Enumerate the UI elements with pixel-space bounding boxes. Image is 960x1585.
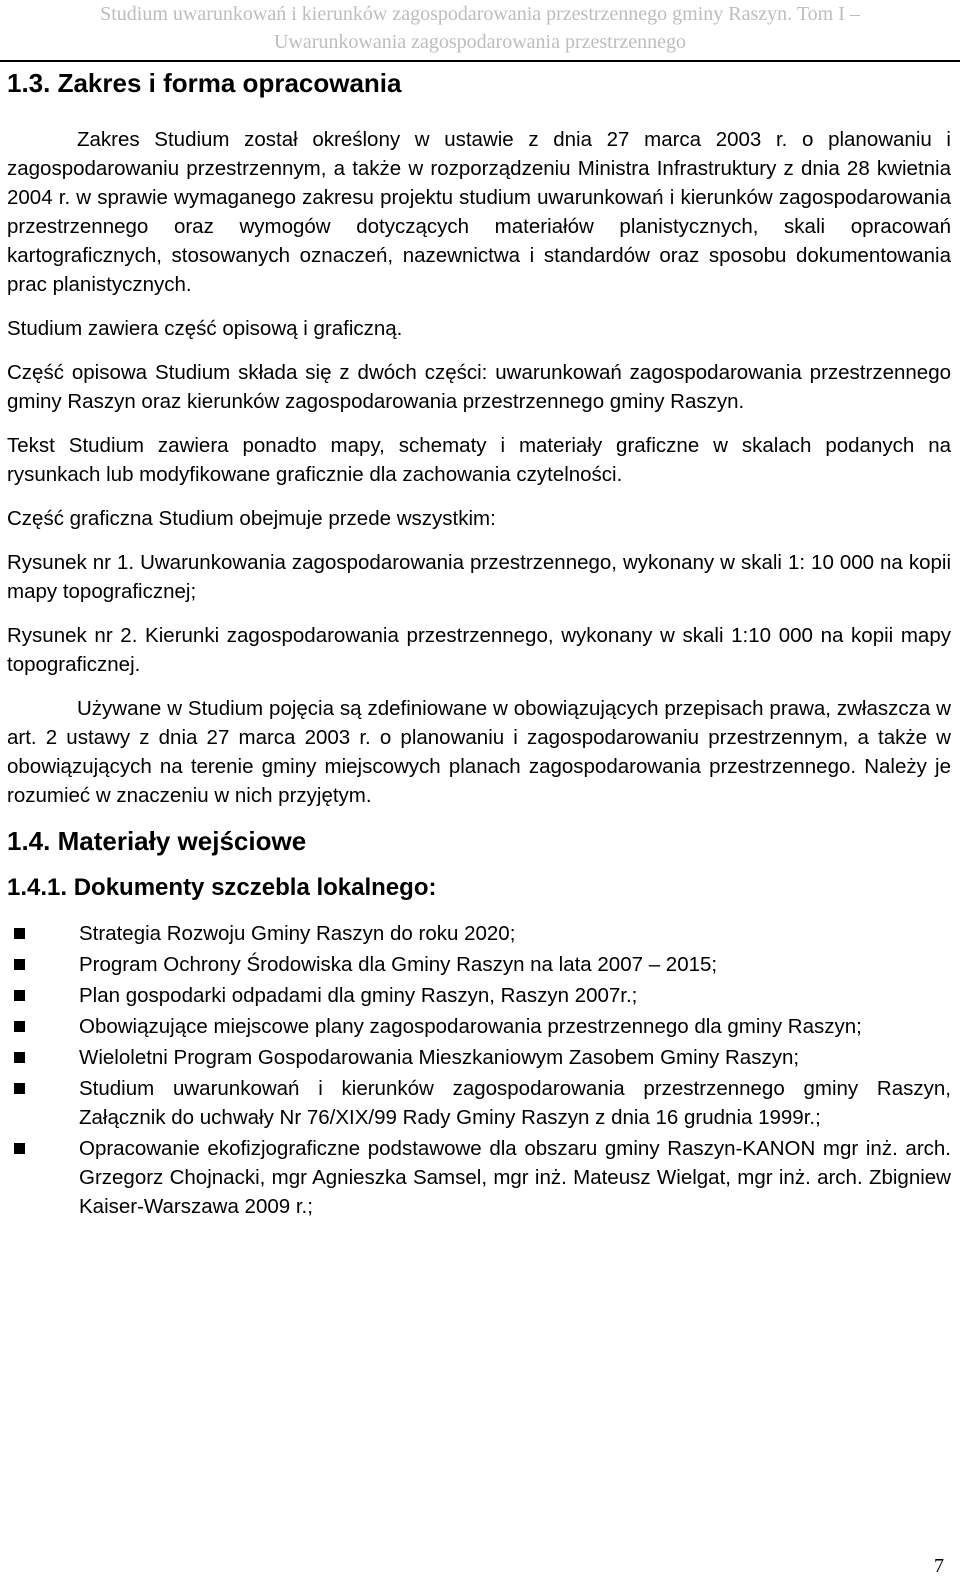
paragraph-drawing-1: Rysunek nr 1. Uwarunkowania zagospodarowania przestrzennego, wykonany w skali 1: 10 000 na kopii mapy topograficznej; [7,551,951,603]
paragraph-parts: Studium zawiera część opisową i graficzną. [7,317,403,340]
list-item: Wieloletni Program Gospodarowania Mieszkaniowym Zasobem Gminy Raszyn; [7,1043,951,1072]
list-item: Program Ochrony Środowiska dla Gminy Raszyn na lata 2007 – 2015; [7,950,951,979]
square-bullet-icon [14,959,25,970]
paragraph-maps: Tekst Studium zawiera ponadto mapy, schematy i materiały graficzne w skalach podanych na rysunkach lub modyfikowane graficznie dla zachowania czytelności. [7,434,951,486]
document-body [7,67,951,1223]
documents-list [7,919,951,1221]
running-header [0,0,960,62]
page-number: 7 [934,1555,944,1577]
paragraph-scope: Zakres Studium został określony w ustawie z dnia 27 marca 2003 r. o planowaniu i zagospodarowaniu przestrzennym, a także w rozporządzeniu Ministra Infrastruktury z dnia 28 kwietnia 2004 r. w sprawie wymaganego zakresu projektu studium uwarunkowań i kierunków zagospodarowania przestrzennego oraz wymogów dotyczących materiałów planistycznych, skali opracowań kartograficznych, stosowanych oznaczeń, nazewnictwa i standardów oraz sposobu dokumentowania prac planistycznych. [7,128,951,296]
subsection-heading-1-4-1: 1.4.1. Dokumenty szczebla lokalnego: [7,874,437,901]
paragraph-drawing-2: Rysunek nr 2. Kierunki zagospodarowania przestrzennego, wykonany w skali 1:10 000 na kopii mapy topograficznej. [7,624,951,676]
section-heading-1-4: 1.4. Materiały wejściowe [7,826,307,856]
paragraph-graphic: Część graficzna Studium obejmuje przede wszystkim: [7,507,496,530]
square-bullet-icon [14,1052,25,1063]
square-bullet-icon [14,1143,25,1154]
list-item: Obowiązujące miejscowe plany zagospodarowania przestrzennego dla gminy Raszyn; [7,1012,951,1041]
section-heading-1-3: 1.3. Zakres i forma opracowania [7,68,402,98]
paragraph-descriptive: Część opisowa Studium składa się z dwóch części: uwarunkowań zagospodarowania przestrzennego gminy Raszyn oraz kierunków zagospodarowania przestrzennego gminy Raszyn. [7,361,951,413]
square-bullet-icon [14,1021,25,1032]
square-bullet-icon [14,928,25,939]
paragraph-definitions: Używane w Studium pojęcia są zdefiniowane w obowiązujących przepisach prawa, zwłaszcza w art. 2 ustawy z dnia 27 marca 2003 r. o planowaniu i zagospodarowaniu przestrzennym, a także w obowiązujących na terenie gminy miejscowych planach zagospodarowania przestrzennego. Należy je rozumieć w znaczeniu w nich przyjętym. [7,697,951,807]
square-bullet-icon [14,990,25,1001]
square-bullet-icon [14,1083,25,1094]
list-item: Opracowanie ekofizjograficzne podstawowe dla obszaru gminy Raszyn-KANON mgr inż. arch. Grzegorz Chojnacki, mgr Agnieszka Samsel, mgr inż. Mateusz Wielgat, mgr inż. arch. Zbigniew Kaiser-Warszawa 2009 r.; [7,1134,951,1221]
running-header-line-2: Uwarunkowania zagospodarowania przestrzennego [273,31,687,53]
list-item: Plan gospodarki odpadami dla gminy Raszyn, Raszyn 2007r.; [7,981,951,1010]
list-item: Strategia Rozwoju Gminy Raszyn do roku 2020; [7,919,951,948]
list-item: Studium uwarunkowań i kierunków zagospodarowania przestrzennego gminy Raszyn, Załącznik do uchwały Nr 76/XIX/99 Rady Gminy Raszyn z dnia 16 grudnia 1999r.; [7,1074,951,1132]
header-rule [0,60,960,62]
running-header-line-1: Studium uwarunkowań i kierunków zagospodarowania przestrzennego gminy Raszyn. Tom I – [100,3,860,25]
